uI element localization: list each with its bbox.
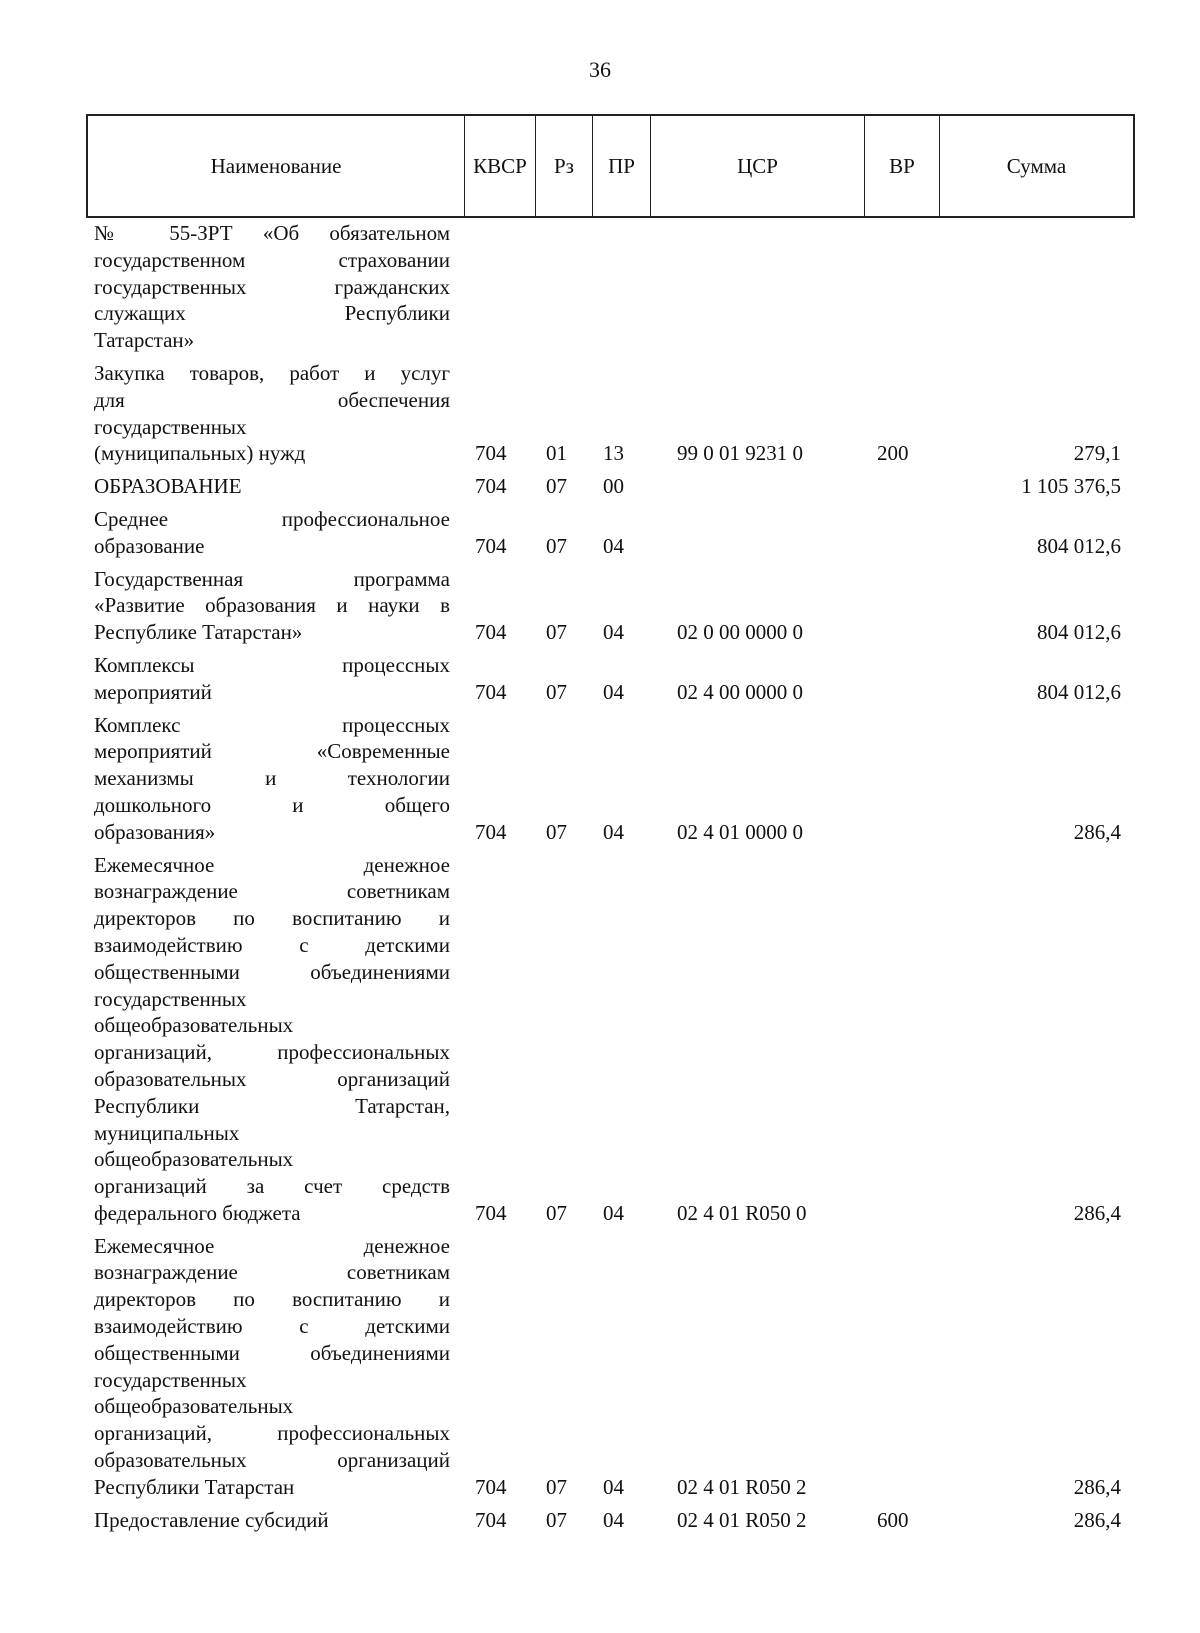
header-csr: ЦСР xyxy=(651,116,865,216)
row-csr: 02 4 00 0000 0 xyxy=(677,679,803,704)
row-name-line: Среднее профессиональное xyxy=(94,506,450,531)
row-name xyxy=(94,473,450,500)
row-name-line: дошкольного и общего xyxy=(94,792,450,817)
row-rz: 07 xyxy=(546,819,567,844)
row-vr: 200 xyxy=(877,441,909,466)
row-name-line: вознаграждение советникам xyxy=(94,879,450,904)
row-vr: 600 xyxy=(877,1507,909,1532)
row-name-line: государственных xyxy=(94,986,247,1011)
row-name-line: (муниципальных) нужд xyxy=(94,441,306,466)
row-rz: 07 xyxy=(546,1507,567,1532)
row-pr: 13 xyxy=(603,441,624,466)
row-rz: 01 xyxy=(546,441,567,466)
row-name-line: «Развитие образования и науки в xyxy=(94,593,450,618)
row-name-line: Государственная программа xyxy=(94,566,450,591)
row-sum: 279,1 xyxy=(1073,441,1121,466)
row-pr: 04 xyxy=(603,1507,624,1532)
row-name-line: вознаграждение советникам xyxy=(94,1260,450,1285)
row-rz: 07 xyxy=(546,474,567,499)
table-row xyxy=(0,473,1200,500)
row-kvsr: 704 xyxy=(475,1200,507,1225)
table-row xyxy=(0,852,1200,1227)
row-name-line: государственных xyxy=(94,414,247,439)
row-pr: 04 xyxy=(603,679,624,704)
row-pr: 04 xyxy=(603,620,624,645)
row-name-line: Предоставление субсидий xyxy=(94,1507,329,1532)
table-row xyxy=(0,506,1200,560)
row-name-line: общеобразовательных xyxy=(94,1394,294,1419)
row-name xyxy=(94,566,450,646)
row-kvsr: 704 xyxy=(475,679,507,704)
row-csr: 02 0 00 0000 0 xyxy=(677,620,803,645)
row-name-line: ОБРАЗОВАНИЕ xyxy=(94,474,242,499)
row-name xyxy=(94,360,450,467)
row-name-line: образовательных организаций xyxy=(94,1066,450,1091)
row-name-line: Татарстан» xyxy=(94,328,195,353)
row-name-line: Республики Татарстан, xyxy=(94,1093,450,1118)
row-name-line: общественными объединениями xyxy=(94,1340,450,1365)
row-csr: 02 4 01 0000 0 xyxy=(677,819,803,844)
header-rz: Рз xyxy=(536,116,593,216)
row-name xyxy=(94,220,450,354)
row-name-line: Ежемесячное денежное xyxy=(94,852,450,877)
row-kvsr: 704 xyxy=(475,441,507,466)
row-name xyxy=(94,1507,450,1534)
row-name-line: организаций, профессиональных xyxy=(94,1421,450,1446)
row-name-line: служащих Республики xyxy=(94,301,450,326)
row-sum: 804 012,6 xyxy=(1037,533,1121,558)
row-pr: 04 xyxy=(603,1200,624,1225)
row-sum: 804 012,6 xyxy=(1037,679,1121,704)
row-name xyxy=(94,712,450,846)
row-name-line: Республике Татарстан» xyxy=(94,620,303,645)
table-row xyxy=(0,712,1200,846)
table-body xyxy=(0,220,1200,1539)
row-sum: 1 105 376,5 xyxy=(1021,474,1121,499)
row-csr: 02 4 01 R050 0 xyxy=(677,1200,807,1225)
row-pr: 04 xyxy=(603,819,624,844)
table-row xyxy=(0,360,1200,467)
row-kvsr: 704 xyxy=(475,620,507,645)
row-name-line: Комплекс процессных xyxy=(94,712,450,737)
row-name-line: Республики Татарстан xyxy=(94,1474,295,1499)
row-pr: 04 xyxy=(603,1474,624,1499)
row-pr: 00 xyxy=(603,474,624,499)
row-name-line: взаимодействию с детскими xyxy=(94,932,450,957)
row-name-line: № 55-ЗРТ «Об обязательном xyxy=(94,221,450,245)
row-kvsr: 704 xyxy=(475,533,507,558)
table-header xyxy=(86,114,1135,218)
row-name-line: образование xyxy=(94,533,205,558)
row-name-line: федерального бюджета xyxy=(94,1200,301,1225)
row-kvsr: 704 xyxy=(475,819,507,844)
row-name-line: образовательных организаций xyxy=(94,1448,450,1473)
table-row xyxy=(0,1507,1200,1534)
row-name-line: государственных гражданских xyxy=(94,274,450,299)
row-name-line: механизмы и технологии xyxy=(94,766,450,791)
row-name-line: общеобразовательных xyxy=(94,1147,294,1172)
page-number: 36 xyxy=(589,57,611,82)
row-rz: 07 xyxy=(546,533,567,558)
row-name-line: директоров по воспитанию и xyxy=(94,906,450,931)
row-name-line: взаимодействию с детскими xyxy=(94,1314,450,1339)
row-csr: 99 0 01 9231 0 xyxy=(677,441,803,466)
row-name-line: Ежемесячное денежное xyxy=(94,1233,450,1258)
row-name xyxy=(94,506,450,560)
row-name-line: Закупка товаров, работ и услуг xyxy=(94,360,450,385)
row-name xyxy=(94,852,450,1227)
row-name xyxy=(94,652,450,706)
header-pr: ПР xyxy=(593,116,651,216)
row-rz: 07 xyxy=(546,1200,567,1225)
row-pr: 04 xyxy=(603,533,624,558)
row-rz: 07 xyxy=(546,1474,567,1499)
header-vr: ВР xyxy=(865,116,940,216)
header-sum: Сумма xyxy=(1006,153,1067,178)
row-sum: 804 012,6 xyxy=(1037,620,1121,645)
row-name-line: государственных xyxy=(94,1367,247,1392)
row-csr: 02 4 01 R050 2 xyxy=(677,1507,807,1532)
header-name: Наименование xyxy=(88,116,465,216)
table-row xyxy=(0,566,1200,646)
row-sum: 286,4 xyxy=(1073,1507,1121,1532)
row-name-line: мероприятий «Современные xyxy=(94,739,450,764)
row-name-line: муниципальных xyxy=(94,1120,240,1145)
row-csr: 02 4 01 R050 2 xyxy=(677,1474,807,1499)
row-name xyxy=(94,1233,450,1501)
row-sum: 286,4 xyxy=(1073,1474,1121,1499)
row-name-line: для обеспечения xyxy=(94,387,450,412)
row-rz: 07 xyxy=(546,679,567,704)
header-kvsr: КВСР xyxy=(465,116,536,216)
row-name-line: государственном страховании xyxy=(94,247,450,272)
row-name-line: организаций за счет средств xyxy=(94,1174,450,1199)
row-name-line: организаций, профессиональных xyxy=(94,1040,450,1065)
table-row xyxy=(0,652,1200,706)
table-row xyxy=(0,1233,1200,1501)
row-name-line: общественными объединениями xyxy=(94,959,450,984)
row-kvsr: 704 xyxy=(475,1507,507,1532)
row-kvsr: 704 xyxy=(475,1474,507,1499)
row-name-line: директоров по воспитанию и xyxy=(94,1287,450,1312)
row-sum: 286,4 xyxy=(1073,1200,1121,1225)
row-name-line: Комплексы процессных xyxy=(94,652,450,677)
row-sum: 286,4 xyxy=(1073,819,1121,844)
row-name-line: общеобразовательных xyxy=(94,1013,294,1038)
row-name-line: образования» xyxy=(94,819,216,844)
row-rz: 07 xyxy=(546,620,567,645)
row-kvsr: 704 xyxy=(475,474,507,499)
table-row xyxy=(0,220,1200,354)
row-name-line: мероприятий xyxy=(94,679,212,704)
